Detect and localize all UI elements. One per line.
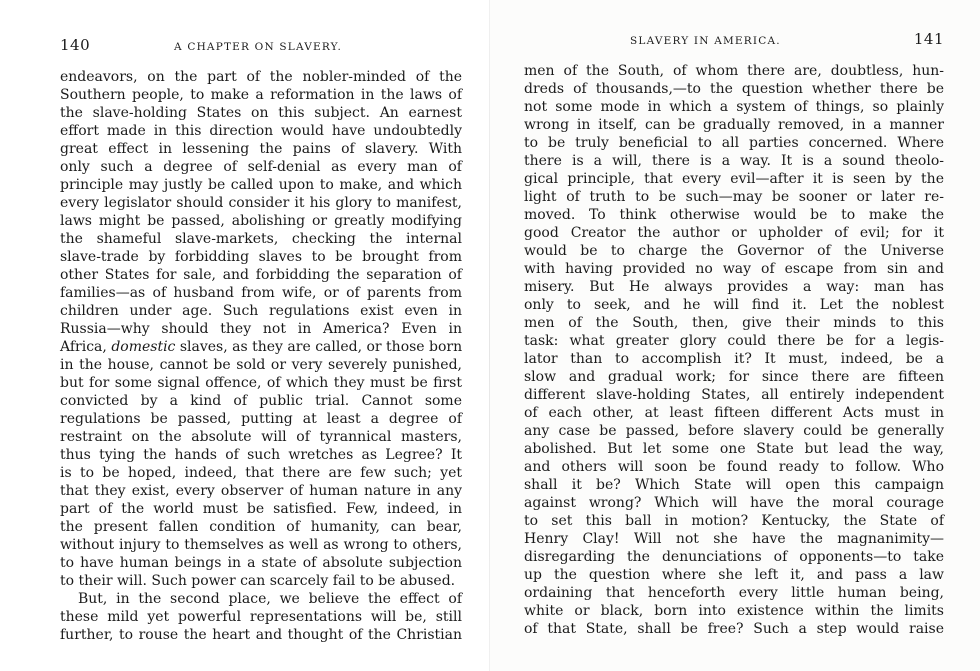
text-line: misery. But He always provides a way: man has	[524, 279, 944, 295]
text-line: dreds of thousands,—to the question whether there be	[524, 81, 944, 97]
right-body-text	[524, 62, 944, 638]
right-running-title: SLAVERY IN AMERICA.	[630, 35, 781, 47]
left-page-number: 140	[60, 36, 91, 54]
text-line: the shameful slave-markets, checking the internal	[60, 231, 462, 247]
text-line: to set this ball in motion? Kentucky, the State of	[524, 513, 944, 529]
text-line: any case be passed, before slavery could be generally	[524, 423, 944, 439]
text-line: families—as of husband from wife, or of parents from	[60, 285, 462, 301]
text-line: wrong in itself, can be gradually removed, in a manner	[524, 117, 944, 133]
text-line: with having provided no way of escape from sin and	[524, 261, 944, 277]
right-running-head	[524, 30, 944, 48]
text-line: Henry Clay! Will not she have the magnanimity—	[524, 531, 944, 547]
left-running-head	[60, 36, 462, 54]
text-line: of each other, at least fifteen different Acts must in	[524, 405, 944, 421]
text-line: effort made in this direction would have undoubtedly	[60, 123, 462, 139]
right-page-number: 141	[913, 30, 944, 48]
text-line: would be to charge the Governor of the Universe	[524, 243, 944, 259]
text-line: endeavors, on the part of the nobler-minded of the	[60, 69, 462, 85]
text-line: only such a degree of self-denial as every man of	[60, 159, 462, 175]
text-line: slow and gradual work; for since there are fifteen	[524, 369, 944, 385]
text-line: up the question where she left it, and pass a law	[524, 567, 944, 583]
text-line: the present fallen condition of humanity, can bear,	[60, 519, 462, 535]
text-line: white or black, born into existence within the limits	[524, 603, 944, 619]
text-line: to be truly beneficial to all parties concerned. Where	[524, 135, 944, 151]
text-line: moved. To think otherwise would be to make the	[524, 207, 944, 223]
text-line: good Creator the author or upholder of evil; for it	[524, 225, 944, 241]
text-line: not some mode in which a system of things, so plainly	[524, 99, 944, 115]
text-line: only to seek, and he will find it. Let the noblest	[524, 297, 944, 313]
text-line: light of truth to be such—may be sooner or later re-	[524, 189, 944, 205]
text-line: these mild yet powerful representations will be, still	[60, 609, 462, 625]
text-line: different slave-holding States, all entirely independent	[524, 387, 944, 403]
text-line: the slave-holding States on this subject. An earnest	[60, 105, 462, 121]
text-line: without injury to themselves as well as wrong to others,	[60, 537, 462, 553]
text-line: convicted by a kind of public trial. Cannot some	[60, 393, 462, 409]
text-line: lator than to accomplish it? It must, indeed, be a	[524, 351, 944, 367]
text-line: further, to rouse the heart and thought of the Christian	[60, 627, 462, 643]
text-line: Africa, domestic slaves, as they are called, or those born	[60, 339, 463, 355]
text-line: but for some signal offence, of which they must be first	[60, 375, 462, 391]
right-page	[490, 0, 980, 671]
text-line: men of the South, of whom there are, doubtless, hun-	[524, 63, 944, 79]
text-line: that they exist, every observer of human nature in any	[60, 483, 462, 499]
text-line: other States for sale, and forbidding the separation of	[60, 267, 462, 283]
text-line: Southern people, to make a reformation in the laws of	[60, 87, 462, 103]
text-line: of that State, shall be free? Such a step would raise	[524, 621, 944, 637]
text-line: principle may justly be called upon to make, and which	[60, 177, 462, 193]
text-line: to their will. Such power can scarcely fail to be abused.	[60, 573, 456, 589]
text-line: Russia—why should they not in America? Even in	[60, 321, 462, 337]
text-line: gical principle, that every evil—after it is seen by the	[524, 171, 944, 187]
text-line: part of the world must be satisfied. Few, indeed, in	[60, 501, 462, 517]
text-line: every legislator should consider it his glory to manifest,	[60, 195, 462, 211]
text-line: disregarding the denunciations of opponents—to take	[524, 549, 944, 565]
text-line: abolished. But let some one State but lead the way,	[524, 441, 944, 457]
text-line: shall it be? Which State will open this campaign	[524, 477, 944, 493]
text-line: in the house, cannot be sold or very severely punished,	[60, 357, 462, 373]
text-line: laws might be passed, abolishing or greatly modifying	[60, 213, 462, 229]
text-line: to have human beings in a state of absolute subjection	[60, 555, 462, 571]
text-line: against wrong? Which will have the moral courage	[524, 495, 944, 511]
text-line: is to be hoped, indeed, that there are few such; yet	[60, 465, 462, 481]
text-line: slave-trade by forbidding slaves to be brought from	[60, 249, 462, 265]
text-line: But, in the second place, we believe the effect of	[78, 591, 462, 607]
left-running-title: A CHAPTER ON SLAVERY.	[174, 41, 342, 53]
text-line: restraint on the absolute will of tyrannical masters,	[60, 429, 462, 445]
text-line: great effect in lessening the pains of slavery. With	[60, 141, 462, 157]
text-line: ordaining that henceforth every little human being,	[524, 585, 944, 601]
text-line: task: what greater glory could there be for a legis-	[524, 333, 944, 349]
text-line: there is a will, there is a way. It is a sound theolo-	[524, 153, 944, 169]
text-line: thus tying the hands of such wretches as Legree? It	[60, 447, 462, 463]
text-line: men of the South, then, give their minds to this	[524, 315, 944, 331]
text-line: children under age. Such regulations exist even in	[60, 303, 462, 319]
text-line: and others will soon be found ready to follow. Who	[524, 459, 944, 475]
text-line: regulations be passed, putting at least a degree of	[60, 411, 462, 427]
left-body-text	[60, 68, 462, 644]
